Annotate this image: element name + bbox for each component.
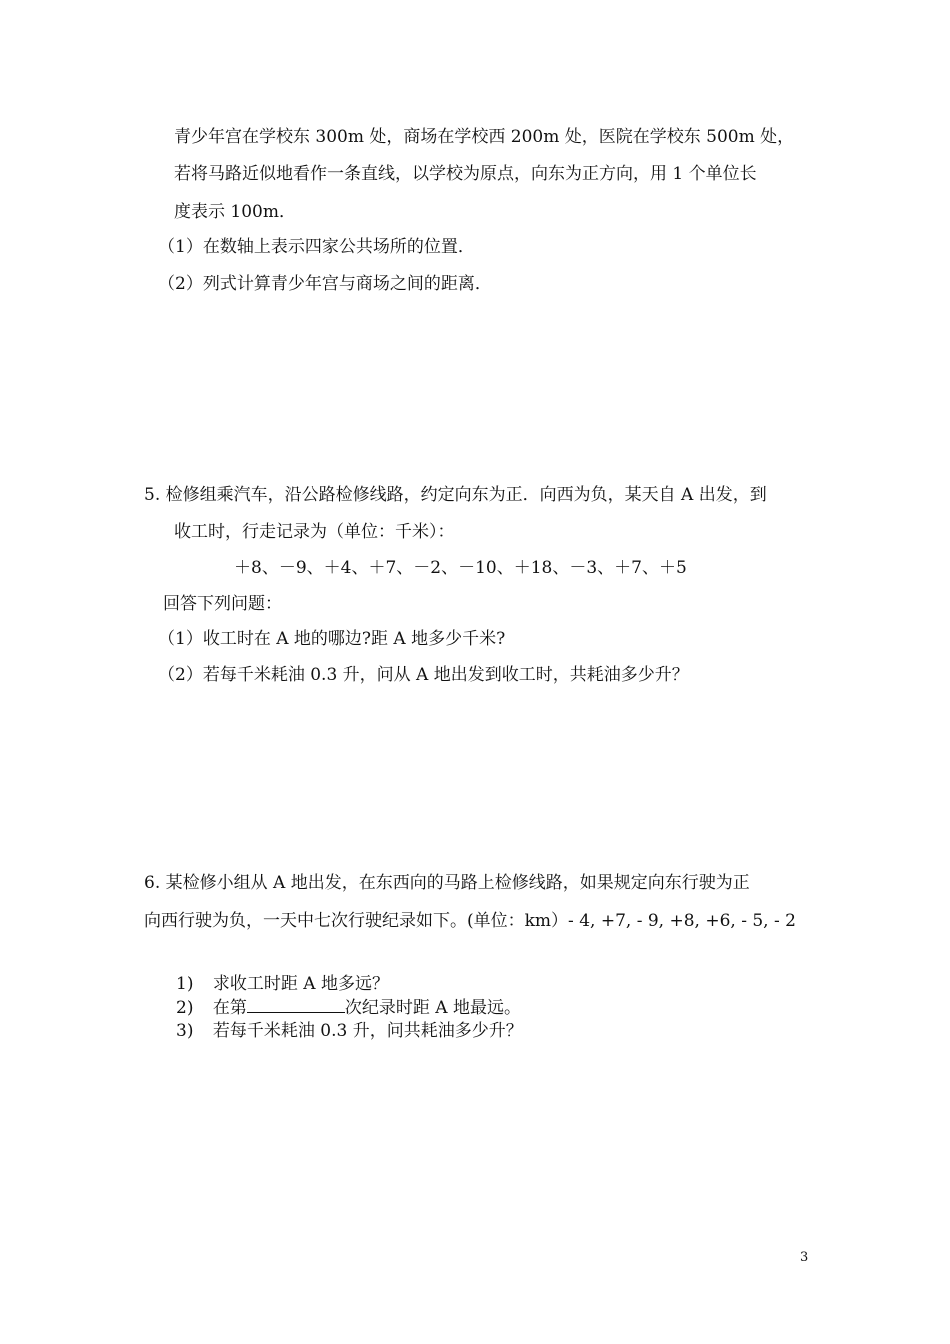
q5-part-1: （1）收工时在 A 地的哪边?距 A 地多少千米? [158, 629, 506, 649]
q5-part-2: （2）若每千米耗油 0.3 升，问从 A 地出发到收工时，共耗油多少升？ [158, 665, 689, 685]
q6-sub-2-text-before: 在第 [212, 998, 247, 1018]
q6-sub-1-number: 1) [176, 974, 194, 994]
q5-line-1: 5. 检修组乘汽车，沿公路检修线路，约定向东为正．向西为负，某天自 A 出发，到 [144, 485, 767, 505]
q4-part-2: （2）列式计算青少年宫与商场之间的距离． [158, 274, 492, 294]
q5-record: ＋8、－9、＋4、＋7、－2、－10、＋18、－3、＋7、＋5 [234, 558, 687, 578]
q4-line-1: 青少年宫在学校东 300m 处，商场在学校西 200m 处，医院在学校东 500m 处， [174, 127, 795, 147]
q4-part-1: （1）在数轴上表示四家公共场所的位置． [158, 237, 475, 257]
q4-line-2: 若将马路近似地看作一条直线，以学校为原点，向东为正方向，用 1 个单位长 [174, 164, 757, 184]
q5-line-2: 收工时，行走记录为（单位：千米）： [174, 522, 455, 542]
q6-line-1: 6. 某检修小组从 A 地出发，在东西向的马路上检修线路，如果规定向东行驶为正 [144, 873, 750, 893]
q5-prompt: 回答下列问题： [163, 594, 282, 614]
q6-sub-2-text-after: 次纪录时距 A 地最远。 [344, 998, 521, 1018]
q6-sub-2 [176, 996, 521, 1019]
q6-sub-2-number: 2) [176, 998, 194, 1018]
q6-line-2: 向西行驶为负，一天中七次行驶纪录如下。(单位：km）- 4, +7, - 9, +8, +6, - 5, - 2 [144, 911, 796, 931]
q4-line-3: 度表示 100m． [174, 202, 296, 222]
q6-sub-1 [176, 973, 389, 995]
page-number: 3 [800, 1250, 809, 1265]
q6-answer-blank[interactable] [247, 996, 345, 1013]
q6-sub-3-text: 若每千米耗油 0.3 升，问共耗油多少升？ [212, 1021, 523, 1041]
q6-sub-1-text: 求收工时距 A 地多远？ [212, 974, 389, 994]
q6-sub-3-number: 3) [176, 1021, 194, 1041]
q6-sub-3 [176, 1020, 523, 1042]
